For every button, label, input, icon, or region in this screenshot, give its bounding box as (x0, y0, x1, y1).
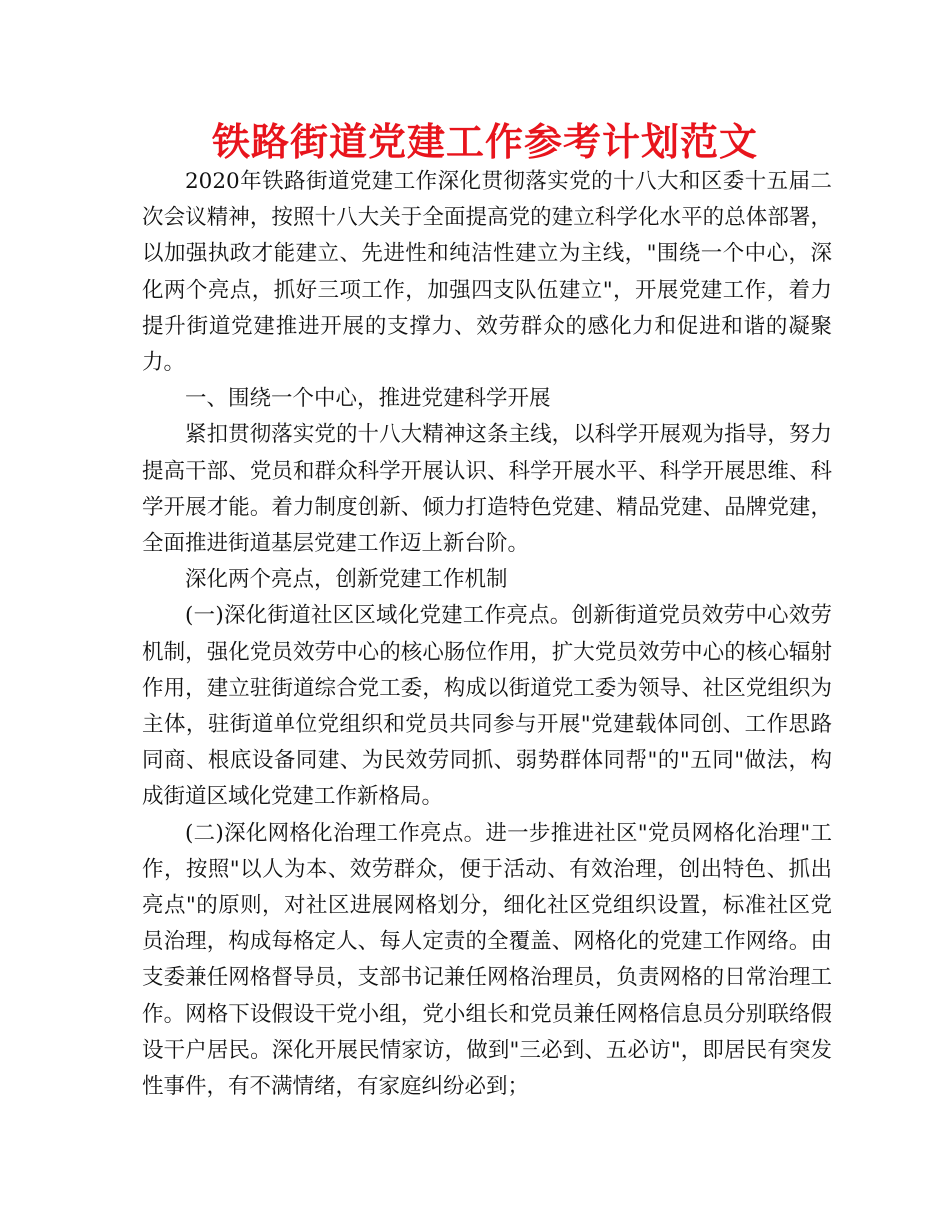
section-heading-2: 深化两个亮点，创新党建工作机制 (185, 567, 508, 593)
paragraph-item-2: (二)深化网格化治理工作亮点。进一步推进社区"党员网格化治理"工作，按照"以人为本、效劳群众，便于活动、有效治理，创出特色、抓出亮点"的原则，对社区进展网格划分，细化社区党组织设置，标准社区党员治理，构成每格定人、每人定责的全覆盖、网格化的党建工作网络。由支委兼任网格督导员，支部书记兼任网格治理员，负责网格的日常治理工作。网格下设假设干党小组，党小组长和党员兼任网格信息员分别联络假设干户居民。深化开展民情家访，做到"三必到、五必访"，即居民有突发性事件，有不满情绪，有家庭纠纷必到； (142, 820, 832, 1100)
document-body (142, 164, 832, 1105)
paragraph-section-1: 紧扣贯彻落实党的十八大精神这条主线，以科学开展观为指导，努力提高干部、党员和群众科学开展认识、科学开展水平、科学开展思维、科学开展才能。着力制度创新、倾力打造特色党建、精品党建、品牌党建，全面推进街道基层党建工作迈上新台阶。 (142, 422, 832, 557)
section-heading-1: 一、围绕一个中心，推进党建科学开展 (185, 386, 551, 412)
paragraph-item-1: (一)深化街道社区区域化党建工作亮点。创新街道党员效劳中心效劳机制，强化党员效劳中心的核心肠位作用，扩大党员效劳中心的核心辐射作用，建立驻街道综合党工委，构成以街道党工委为领导、社区党组织为主体，驻街道单位党组织和党员共同参与开展"党建载体同创、工作思路同商、根底设备同建、为民效劳同抓、弱势群体同帮"的"五同"做法，构成街道区域化党建工作新格局。 (142, 603, 832, 810)
paragraph-intro: 2020年铁路街道党建工作深化贯彻落实党的十八大和区委十五届二次会议精神，按照十八大关于全面提高党的建立科学化水平的总体部署，以加强执政才能建立、先进性和纯洁性建立为主线，"围绕一个中心，深化两个亮点，抓好三项工作，加强四支队伍建立"，开展党建工作，着力提升街道党建推进开展的支撑力、效劳群众的感化力和促进和谐的凝聚力。 (142, 169, 832, 376)
document-title: 铁路街道党建工作参考计划范文 (211, 120, 758, 164)
